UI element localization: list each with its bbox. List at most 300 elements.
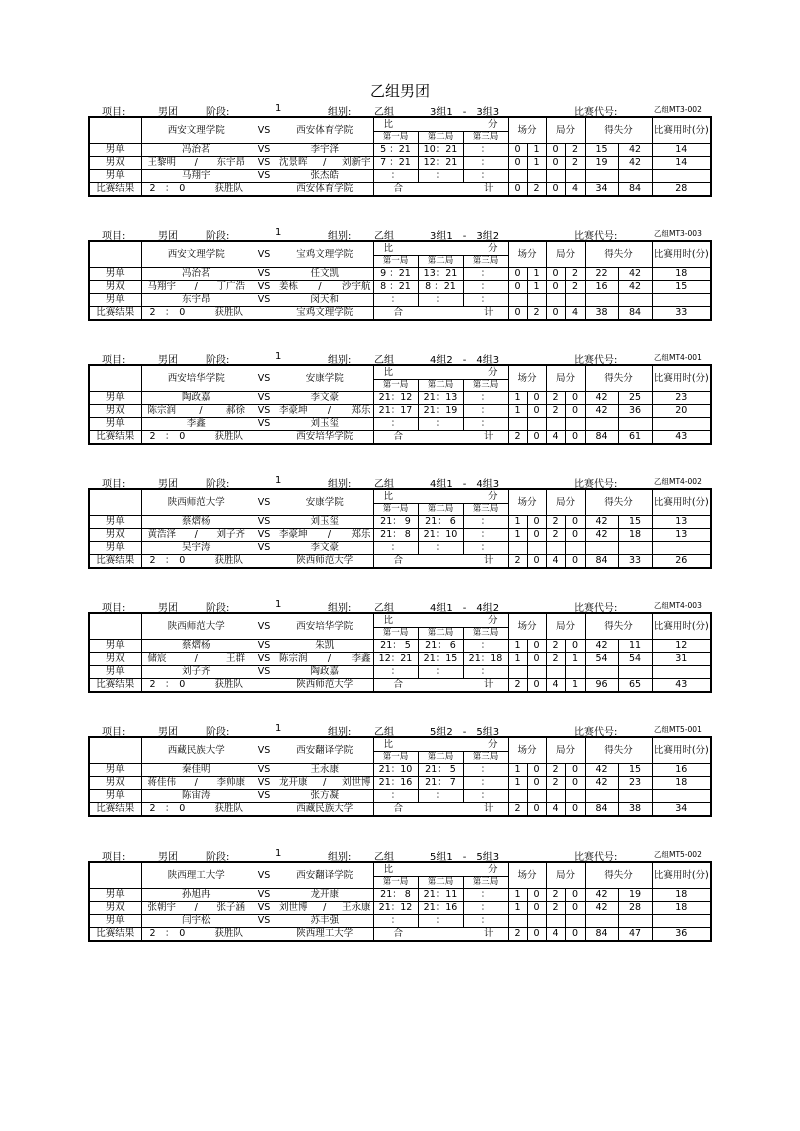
project-value: 男团 (158, 479, 178, 490)
side-a-players (141, 281, 251, 294)
vs-label: VS (251, 915, 277, 928)
player-a1: 陈宗润 (147, 405, 177, 416)
total-cell (373, 928, 508, 942)
result-score-cell (141, 928, 251, 942)
total-cell (373, 183, 508, 197)
game3-score: ： (463, 144, 508, 157)
match-info-row (88, 351, 710, 364)
player-a1: 马翔宇 (147, 281, 177, 292)
time-header: 比赛用时(分) (652, 613, 711, 640)
time-header: 比赛用时(分) (652, 862, 711, 889)
game-points-b: 0 (565, 516, 585, 529)
event-type: 男单 (89, 790, 141, 803)
table-row (89, 281, 711, 294)
group-value: 乙组 (374, 603, 394, 614)
points-won (585, 170, 618, 183)
match-points-b: 0 (527, 529, 546, 542)
result-spacer (251, 803, 277, 817)
game-points-b: 0 (565, 405, 585, 418)
project-label: 项目: (102, 231, 126, 242)
player-b: 张方凝 (310, 790, 339, 801)
code-label: 比赛代号: (574, 231, 618, 242)
points-won: 15 (585, 144, 618, 157)
match-code: 乙组MT5-002 (654, 850, 702, 859)
team-b: 安康学院 (277, 489, 373, 516)
event-type: 男双 (89, 405, 141, 418)
result-spacer (251, 679, 277, 693)
total-game-points-a: 4 (546, 555, 565, 569)
points-won (585, 294, 618, 307)
duration: 14 (652, 144, 711, 157)
stage-label: 阶段: (206, 231, 230, 242)
slash: / (194, 529, 198, 540)
total-points-won: 38 (585, 307, 618, 321)
total-ji: 计 (483, 431, 494, 442)
points-header: 得失分 (585, 737, 652, 764)
team-a: 西安文理学院 (141, 117, 251, 144)
total-duration: 28 (652, 183, 711, 197)
points-lost (618, 418, 652, 431)
table-row (89, 764, 711, 777)
player-a: 闫宇松 (181, 915, 211, 926)
event-type: 男单 (89, 418, 141, 431)
stage-label: 阶段: (206, 107, 230, 118)
match-points-a (508, 666, 527, 679)
match-info-row (88, 103, 710, 116)
points-won: 42 (585, 902, 618, 915)
project-label: 项目: (102, 727, 126, 738)
time-header: 比赛用时(分) (652, 737, 711, 764)
team-b: 安康学院 (277, 365, 373, 392)
side-b-players (277, 777, 373, 790)
player-a: 冯治茗 (181, 268, 211, 279)
result-spacer (251, 183, 277, 197)
result-score: 2 ： 0 (149, 803, 186, 814)
match-points-a: 1 (508, 516, 527, 529)
player-b2: 沙宇航 (341, 281, 371, 292)
total-duration: 26 (652, 555, 711, 569)
game1-score: 21：12 (373, 902, 418, 915)
group-value: 乙组 (374, 107, 394, 118)
game3-score: ： (463, 666, 508, 679)
total-points-won: 84 (585, 803, 618, 817)
match-code: 乙组MT3-002 (654, 105, 702, 114)
game1-score: ： (373, 915, 418, 928)
player-b1: 沈景晖 (279, 157, 308, 168)
points-header: 得失分 (585, 862, 652, 889)
table-row (89, 170, 711, 183)
game2-score: ： (418, 915, 463, 928)
side-a-players (141, 653, 251, 666)
matches-header: 场分 (508, 489, 546, 516)
game-points-b: 2 (565, 157, 585, 170)
points-won: 42 (585, 405, 618, 418)
match-points-a: 1 (508, 889, 527, 902)
game3-header: 第三局 (463, 256, 508, 268)
code-label: 比赛代号: (574, 355, 618, 366)
group-value: 乙组 (374, 231, 394, 242)
match-info-row (88, 599, 710, 612)
match-block (88, 227, 710, 318)
project-value: 男团 (158, 355, 178, 366)
game3-score: ： (463, 294, 508, 307)
total-cell (373, 555, 508, 569)
event-type: 男单 (89, 640, 141, 653)
table-row (89, 777, 711, 790)
header-row (89, 365, 711, 380)
vs-label: VS (251, 144, 277, 157)
table-row (89, 418, 711, 431)
player-a2: 张子涵 (216, 902, 245, 913)
total-duration: 43 (652, 679, 711, 693)
match-table (88, 861, 712, 942)
result-score-cell (141, 307, 251, 321)
total-ji: 计 (483, 183, 494, 194)
game1-score: 8 ：21 (373, 281, 418, 294)
total-duration: 43 (652, 431, 711, 445)
total-points-won: 34 (585, 183, 618, 197)
game1-score: 21： 9 (373, 516, 418, 529)
result-score: 2 ： 0 (149, 555, 186, 566)
game3-score: ： (463, 640, 508, 653)
match-points-b (527, 666, 546, 679)
team-b: 宝鸡文理学院 (277, 241, 373, 268)
points-lost (618, 294, 652, 307)
event-type: 男单 (89, 392, 141, 405)
type-header-cell (89, 117, 141, 144)
player-a: 吴宇涛 (181, 542, 211, 553)
vs-label: VS (251, 542, 277, 555)
points-lost: 23 (618, 777, 652, 790)
player-a: 陈宙涛 (181, 790, 211, 801)
game1-score: ： (373, 666, 418, 679)
game3-header: 第三局 (463, 628, 508, 640)
event-type: 男单 (89, 516, 141, 529)
match-points-b (527, 790, 546, 803)
duration (652, 666, 711, 679)
side-a-players (141, 516, 251, 529)
vs-label: VS (251, 241, 277, 268)
result-row (89, 555, 711, 569)
game-points-a (546, 170, 565, 183)
total-match-points-b: 2 (527, 307, 546, 321)
game2-score: ： (418, 170, 463, 183)
side-b-players (277, 268, 373, 281)
match-points-b: 0 (527, 653, 546, 666)
winner-team: 西藏民族大学 (277, 803, 373, 817)
result-score: 2 ： 0 (149, 183, 186, 194)
side-b-players (277, 294, 373, 307)
total-match-points-b: 2 (527, 183, 546, 197)
project-label: 项目: (102, 355, 126, 366)
event-type: 男单 (89, 294, 141, 307)
total-ji: 计 (483, 555, 494, 566)
side-a-players (141, 392, 251, 405)
game2-score: 21：19 (418, 405, 463, 418)
match-code: 乙组MT3-003 (654, 229, 702, 238)
winner-label: 获胜队 (214, 928, 243, 939)
player-b2: 刘新宇 (341, 157, 371, 168)
player-a2: 李帅康 (216, 777, 245, 788)
type-header-cell (89, 737, 141, 764)
game2-score: 12：21 (418, 157, 463, 170)
side-a-players (141, 666, 251, 679)
player-b1: 龙开康 (279, 777, 308, 788)
match-table (88, 736, 712, 817)
game2-header: 第二局 (418, 877, 463, 889)
game-points-a: 0 (546, 157, 565, 170)
group-label: 组别: (328, 231, 352, 242)
match-points-b: 0 (527, 902, 546, 915)
result-label: 比赛结果 (89, 431, 141, 445)
game-points-a: 2 (546, 529, 565, 542)
vs-label: VS (251, 365, 277, 392)
team-b: 西安体育学院 (277, 117, 373, 144)
side-a-players (141, 418, 251, 431)
game2-header: 第二局 (418, 256, 463, 268)
game2-score: 21： 6 (418, 516, 463, 529)
match-table (88, 612, 712, 693)
vs-label: VS (251, 117, 277, 144)
project-label: 项目: (102, 852, 126, 863)
player-b1: 刘世博 (279, 902, 308, 913)
stage-value: 1 (275, 723, 282, 734)
type-header-cell (89, 365, 141, 392)
game-points-b: 2 (565, 268, 585, 281)
slash: / (318, 281, 322, 292)
player-a: 蔡熠杨 (181, 516, 211, 527)
table-row (89, 516, 711, 529)
event-type: 男双 (89, 281, 141, 294)
game-points-b (565, 666, 585, 679)
vs-label: VS (251, 268, 277, 281)
game2-score: 13：21 (418, 268, 463, 281)
player-b: 王永康 (310, 764, 339, 775)
points-won: 42 (585, 889, 618, 902)
points-won: 19 (585, 157, 618, 170)
match-points-b: 0 (527, 889, 546, 902)
player-a1: 王黎明 (147, 157, 177, 168)
match-table (88, 240, 712, 321)
duration: 12 (652, 640, 711, 653)
result-label: 比赛结果 (89, 679, 141, 693)
event-type: 男双 (89, 902, 141, 915)
match-points-b: 0 (527, 777, 546, 790)
winner-label: 获胜队 (214, 183, 243, 194)
total-match-points-a: 2 (508, 555, 527, 569)
match-code: 乙组MT5-001 (654, 725, 702, 734)
points-won: 42 (585, 640, 618, 653)
total-game-points-a: 0 (546, 183, 565, 197)
total-he: 合 (393, 555, 404, 566)
table-row (89, 653, 711, 666)
stage-value: 1 (275, 475, 282, 486)
match-info-row (88, 848, 710, 861)
player-b1: 李豪坤 (279, 529, 308, 540)
total-match-points-b: 0 (527, 928, 546, 942)
game3-score: ： (463, 392, 508, 405)
vs-label: VS (251, 902, 277, 915)
winner-team: 宝鸡文理学院 (277, 307, 373, 321)
player-b2: 刘世博 (341, 777, 371, 788)
game1-header: 第一局 (373, 256, 418, 268)
game2-score: 8 ：21 (418, 281, 463, 294)
match-points-a (508, 915, 527, 928)
player-b: 朱凯 (315, 640, 335, 651)
total-points-won: 96 (585, 679, 618, 693)
points-won: 16 (585, 281, 618, 294)
event-type: 男双 (89, 777, 141, 790)
game1-score: ： (373, 294, 418, 307)
points-lost: 42 (618, 144, 652, 157)
score-header-fen: 分 (487, 863, 498, 875)
games-header: 局分 (546, 117, 585, 144)
games-header: 局分 (546, 365, 585, 392)
game-points-a: 2 (546, 640, 565, 653)
side-b-players (277, 640, 373, 653)
game1-score: ： (373, 170, 418, 183)
game-points-b: 0 (565, 764, 585, 777)
score-header (373, 862, 508, 877)
game1-score: 5 ：21 (373, 144, 418, 157)
game2-score: 10：21 (418, 144, 463, 157)
player-b: 苏丰强 (310, 915, 339, 926)
result-spacer (251, 928, 277, 942)
side-a-players (141, 640, 251, 653)
player-b1: 姜栋 (279, 281, 299, 292)
side-a-players (141, 405, 251, 418)
game2-score: 21：15 (418, 653, 463, 666)
type-header-cell (89, 241, 141, 268)
table-row (89, 666, 711, 679)
vs-label: VS (251, 640, 277, 653)
game-points-b: 2 (565, 144, 585, 157)
game2-score: 21：16 (418, 902, 463, 915)
game2-score: 21： 5 (418, 764, 463, 777)
player-b: 李文豪 (310, 392, 339, 403)
event-type: 男单 (89, 542, 141, 555)
game1-score: 21：10 (373, 764, 418, 777)
slash: / (327, 653, 332, 664)
table-row (89, 790, 711, 803)
player-b2: 郑乐 (351, 405, 371, 416)
slash: / (194, 157, 198, 168)
duration: 31 (652, 653, 711, 666)
games-header: 局分 (546, 489, 585, 516)
game-points-a: 2 (546, 777, 565, 790)
points-lost: 28 (618, 902, 652, 915)
total-game-points-b: 0 (565, 928, 585, 942)
game3-score: 21：18 (463, 653, 508, 666)
project-label: 项目: (102, 479, 126, 490)
duration: 20 (652, 405, 711, 418)
slash: / (199, 405, 203, 416)
total-he: 合 (393, 307, 404, 318)
code-label: 比赛代号: (574, 479, 618, 490)
game-points-a: 0 (546, 268, 565, 281)
game-points-b (565, 294, 585, 307)
type-header-cell (89, 489, 141, 516)
vs-label: VS (251, 790, 277, 803)
total-cell (373, 431, 508, 445)
total-points-won: 84 (585, 928, 618, 942)
match-points-b: 0 (527, 764, 546, 777)
total-he: 合 (393, 679, 404, 690)
match-points-a: 0 (508, 157, 527, 170)
total-points-lost: 38 (618, 803, 652, 817)
match-info-row (88, 227, 710, 240)
score-header (373, 117, 508, 132)
points-lost: 36 (618, 405, 652, 418)
slash: / (194, 281, 198, 292)
total-match-points-b: 0 (527, 431, 546, 445)
score-header-fen: 分 (487, 614, 498, 626)
team-b: 西安翻译学院 (277, 737, 373, 764)
game2-score: 21：10 (418, 529, 463, 542)
match-points-b: 0 (527, 640, 546, 653)
game2-header: 第二局 (418, 132, 463, 144)
code-label: 比赛代号: (574, 852, 618, 863)
points-lost: 18 (618, 529, 652, 542)
duration: 13 (652, 529, 711, 542)
match-points-b (527, 542, 546, 555)
game-points-a: 0 (546, 281, 565, 294)
vs-label: VS (251, 777, 277, 790)
game-points-b: 0 (565, 640, 585, 653)
winner-team: 西安培华学院 (277, 431, 373, 445)
table-row (89, 889, 711, 902)
team-b: 西安翻译学院 (277, 862, 373, 889)
player-b: 闵天和 (310, 294, 339, 305)
game-points-a: 2 (546, 516, 565, 529)
total-ji: 计 (483, 679, 494, 690)
score-header-bi: 比 (383, 738, 394, 750)
header-row (89, 862, 711, 877)
winner-team: 陕西师范大学 (277, 679, 373, 693)
slash: / (194, 902, 198, 913)
match-points-b: 1 (527, 268, 546, 281)
total-ji: 计 (483, 307, 494, 318)
game1-score: ： (373, 542, 418, 555)
stage-value: 1 (275, 848, 282, 859)
player-a1: 储宸 (147, 653, 167, 664)
match-points-a: 1 (508, 405, 527, 418)
player-b: 李宇泽 (310, 144, 339, 155)
side-a-players (141, 790, 251, 803)
games-header: 局分 (546, 613, 585, 640)
table-row (89, 144, 711, 157)
game-points-a (546, 542, 565, 555)
side-b-players (277, 529, 373, 542)
project-value: 男团 (158, 727, 178, 738)
result-score-cell (141, 555, 251, 569)
total-game-points-a: 4 (546, 928, 565, 942)
type-header-cell (89, 862, 141, 889)
points-lost: 15 (618, 764, 652, 777)
score-header-bi: 比 (383, 863, 394, 875)
points-won (585, 915, 618, 928)
game-points-a (546, 666, 565, 679)
total-he: 合 (393, 928, 404, 939)
event-type: 男单 (89, 268, 141, 281)
game1-score: ： (373, 418, 418, 431)
group-value: 乙组 (374, 727, 394, 738)
player-b: 张杰皓 (310, 170, 339, 181)
points-lost (618, 790, 652, 803)
table-row (89, 542, 711, 555)
game-points-a (546, 294, 565, 307)
result-label: 比赛结果 (89, 928, 141, 942)
